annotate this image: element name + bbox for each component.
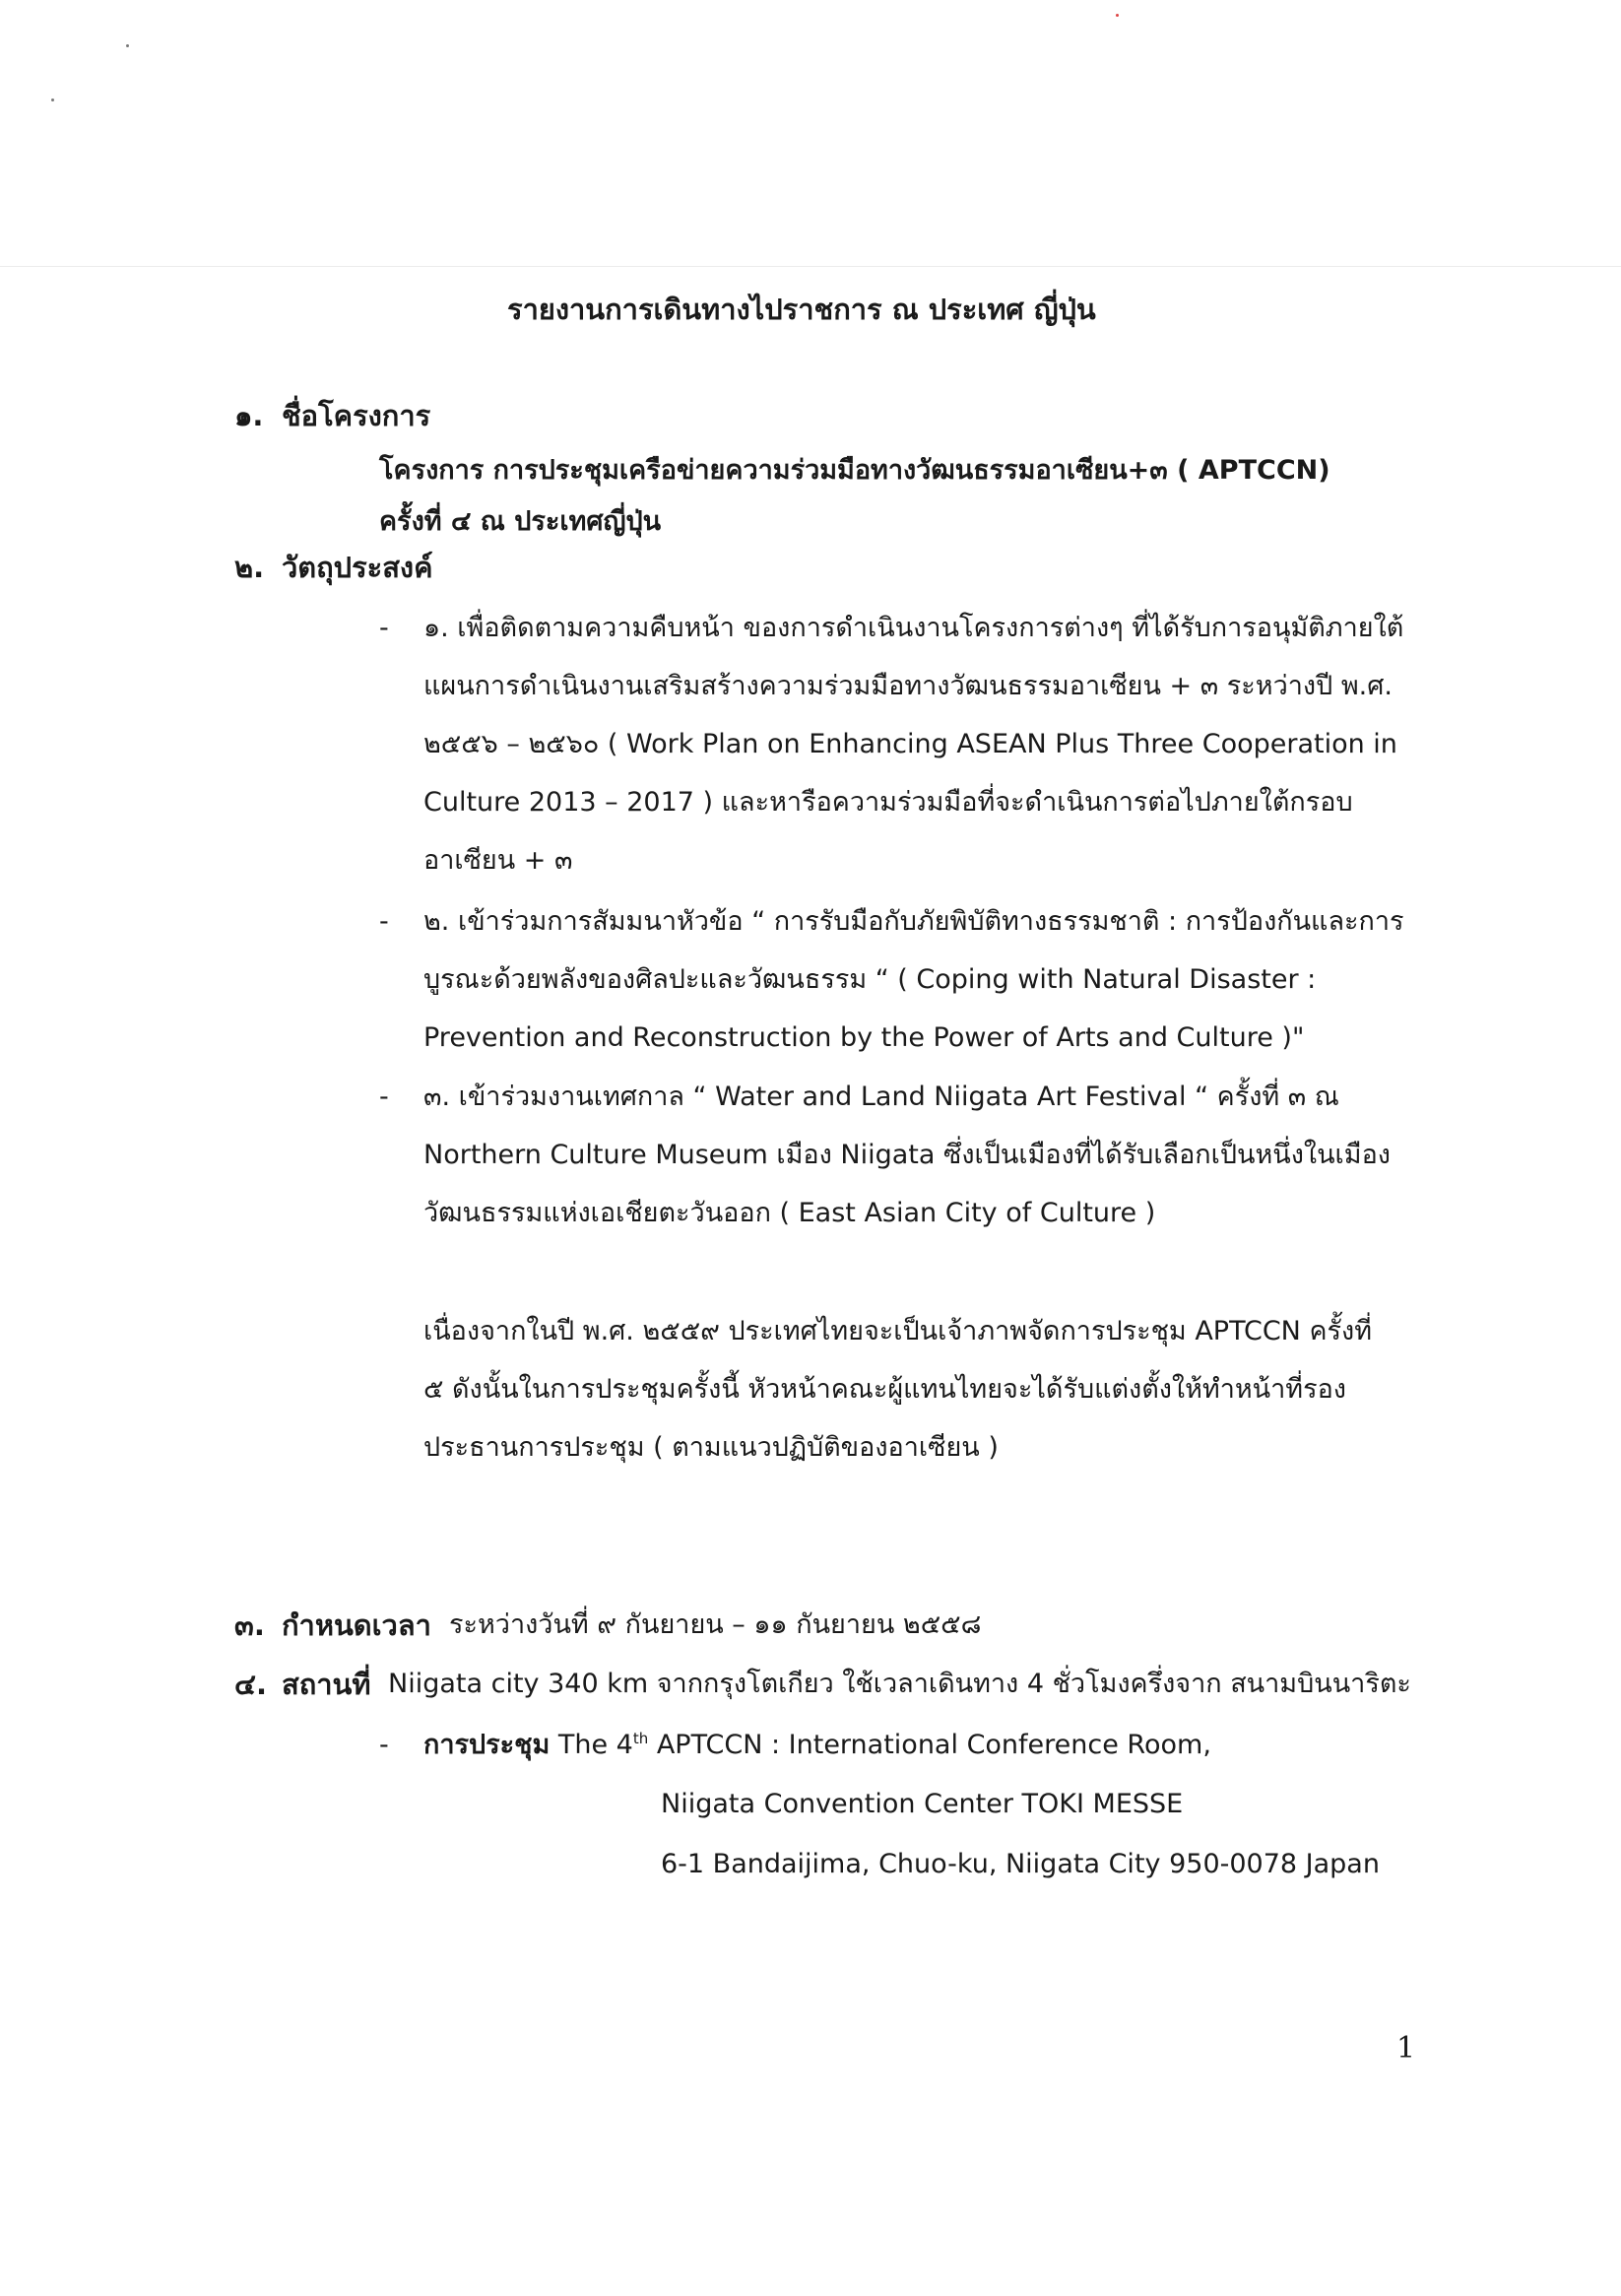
meeting-label: การประชุม	[423, 1730, 551, 1760]
section1-heading: ชื่อโครงการ	[282, 399, 431, 432]
scan-fold-line	[0, 266, 1621, 267]
objective3-line1: ๓. เข้าร่วมงานเทศกาล “ Water and Land Niigata Art Festival “ ครั้งที่ ๓ ณ	[423, 1082, 1339, 1112]
meeting-line	[423, 1728, 1211, 1763]
objective1-line3: ๒๕๕๖ – ๒๕๖๐ ( Work Plan on Enhancing ASEAN Plus Three Cooperation in	[423, 729, 1397, 759]
meeting-ordinal: The 4	[557, 1730, 633, 1760]
project-name-line2: ครั้งที่ ๔ ณ ประเทศญี่ปุ่น	[379, 506, 662, 537]
scan-speck	[51, 98, 54, 101]
bullet-dash: -	[379, 1730, 389, 1760]
section4-heading: สถานที่	[282, 1668, 371, 1701]
scan-speck	[126, 44, 129, 47]
objective1-line5: อาเซียน + ๓	[423, 845, 573, 876]
objective3-line2: Northern Culture Museum เมือง Niigata ซึ่งเป็นเมืองที่ได้รับเลือกเป็นหนึ่งในเมือง	[423, 1140, 1391, 1170]
section3-heading: กำหนดเวลา	[282, 1608, 431, 1642]
section2-heading: วัตถุประสงค์	[282, 551, 433, 584]
meeting-venue-room: APTCCN : International Conference Room,	[648, 1730, 1211, 1760]
scan-speck	[1116, 14, 1119, 17]
objective2-line2: บูรณะด้วยพลังของศิลปะและวัฒนธรรม “ ( Coping with Natural Disaster :	[423, 964, 1317, 995]
section1-number: ๑.	[234, 399, 264, 432]
objective2-line1: ๒. เข้าร่วมการสัมมนาหัวข้อ “ การรับมือกับภัยพิบัติทางธรรมชาติ : การป้องกันและการ	[423, 906, 1404, 937]
bullet-dash: -	[379, 906, 389, 937]
objective1-line2: แผนการดำเนินงานเสริมสร้างความร่วมมือทางวัฒนธรรมอาเซียน + ๓ ระหว่างปี พ.ศ.	[423, 671, 1393, 701]
objective1-line4: Culture 2013 – 2017 ) และหารือความร่วมมือที่จะดำเนินการต่อไปภายใต้กรอบ	[423, 787, 1353, 818]
objective1-line1: ๑. เพื่อติดตามความคืบหน้า ของการดำเนินงานโครงการต่างๆ ที่ได้รับการอนุมัติภายใต้	[423, 613, 1404, 643]
schedule-dates: ระหว่างวันที่ ๙ กันยายน – ๑๑ กันยายน ๒๕๕๘	[449, 1609, 982, 1640]
meeting-ordinal-suffix: th	[632, 1730, 649, 1747]
objective3-line3: วัฒนธรรมแห่งเอเชียตะวันออก ( East Asian City of Culture )	[423, 1198, 1156, 1228]
section3-number: ๓.	[234, 1608, 265, 1642]
venue-line3: 6-1 Bandaijima, Chuo-ku, Niigata City 950-0078 Japan	[661, 1849, 1380, 1879]
host-note-line1: เนื่องจากในปี พ.ศ. ๒๕๕๙ ประเทศไทยจะเป็นเจ้าภาพจัดการประชุม APTCCN ครั้งที่	[423, 1316, 1373, 1346]
venue-line2: Niigata Convention Center TOKI MESSE	[661, 1789, 1184, 1819]
host-note-line2: ๕ ดังนั้นในการประชุมครั้งนี้ หัวหน้าคณะผู้แทนไทยจะได้รับแต่งตั้งให้ทำหน้าที่รอง	[423, 1374, 1346, 1405]
report-title: รายงานการเดินทางไปราชการ ณ ประเทศ ญี่ปุ่น	[507, 293, 1096, 326]
section4-number: ๔.	[234, 1668, 267, 1701]
section2-number: ๒.	[234, 551, 265, 584]
project-name-line1: โครงการ การประชุมเครือข่ายความร่วมมือทางวัฒนธรรมอาเซียน+๓ ( APTCCN)	[379, 455, 1330, 486]
bullet-dash: -	[379, 613, 389, 643]
location-description: Niigata city 340 km จากกรุงโตเกียว ใช้เวลาเดินทาง 4 ชั่วโมงครึ่งจาก สนามบินนาริตะ	[388, 1669, 1411, 1699]
bullet-dash: -	[379, 1082, 389, 1112]
page-number: 1	[1396, 2031, 1416, 2066]
objective2-line3: Prevention and Reconstruction by the Power of Arts and Culture )"	[423, 1022, 1305, 1053]
host-note-line3: ประธานการประชุม ( ตามแนวปฏิบัติของอาเซียน )	[423, 1432, 999, 1463]
